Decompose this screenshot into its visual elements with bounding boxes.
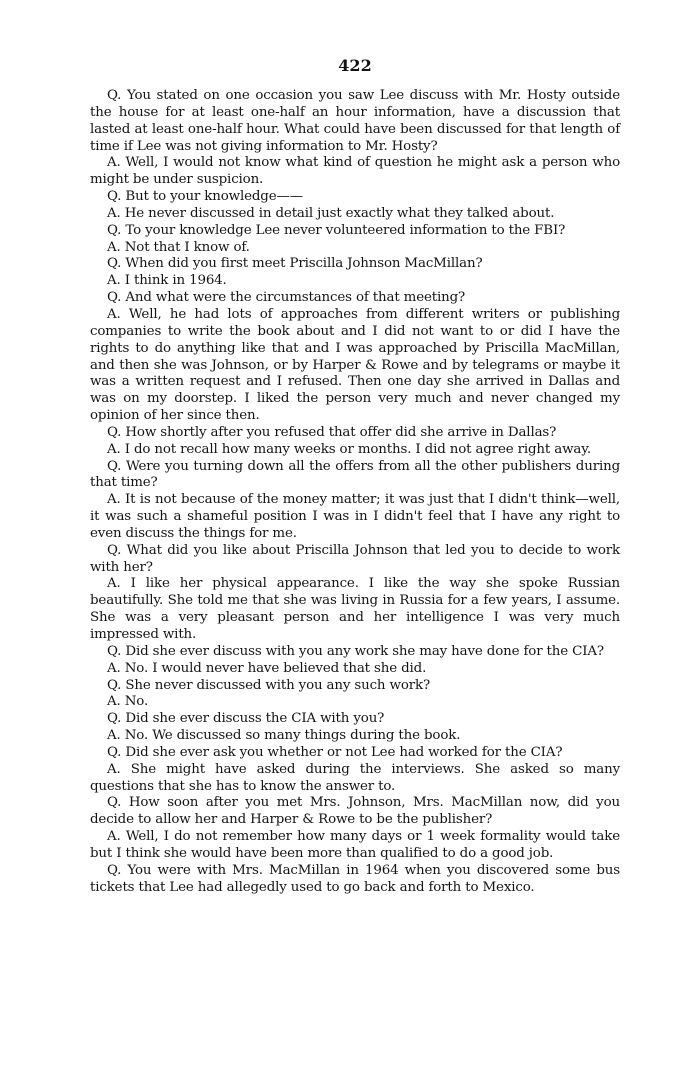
- paragraph: A. No.: [107, 694, 149, 710]
- paragraph: A. Well, I do not remember how many days or 1 week formality would take but I think she would have been more than qualified to do a good job.: [90, 829, 620, 861]
- paragraph: A. I think in 1964.: [107, 273, 227, 289]
- page-number: 422: [338, 56, 372, 75]
- paragraph: A. No. We discussed so many things during the book.: [107, 728, 461, 744]
- paragraph: A. I like her physical appearance. I like the way she spoke Russian beautifully. She told me that she was living in Russia for a few years, I assume. She was a very pleasant person and her intelligence I was very much impressed with.: [90, 576, 620, 642]
- body-text: [90, 88, 620, 897]
- paragraph: A. Well, I would not know what kind of question he might ask a person who might be under suspicion.: [90, 155, 620, 188]
- document-page: [90, 56, 620, 897]
- paragraph: A. Not that I know of.: [107, 239, 250, 255]
- paragraph: Q. What did you like about Priscilla Johnson that led you to decide to work with her?: [90, 542, 620, 575]
- paragraph: Q. How shortly after you refused that offer did she arrive in Dallas?: [107, 424, 557, 440]
- paragraph: A. Well, he had lots of approaches from different writers or publishing companies to write the book about and I did not want to or did I have the rights to do anything like that and I was approached by Priscilla MacMillan, and then she was Johnson, or by Harper & Rowe and by telegrams or maybe it was a written request and I refused. Then one day she arrived in Dallas and was on my doorstep. I liked the person very much and never changed my opinion of her since then.: [90, 306, 620, 424]
- paragraph: Q. To your knowledge Lee never volunteered information to the FBI?: [107, 222, 566, 238]
- paragraph: Q. And what were the circumstances of that meeting?: [107, 290, 466, 306]
- paragraph: A. She might have asked during the interviews. She asked so many questions that she has to know the answer to.: [90, 761, 620, 794]
- paragraph: Q. Did she ever ask you whether or not Lee had worked for the CIA?: [107, 744, 563, 760]
- paragraph: Q. Did she ever discuss with you any work she may have done for the CIA?: [107, 643, 604, 659]
- paragraph: Q. When did you first meet Priscilla Johnson MacMillan?: [107, 256, 483, 272]
- paragraph: A. He never discussed in detail just exactly what they talked about.: [107, 205, 555, 221]
- paragraph: Q. Did she ever discuss the CIA with you?: [107, 711, 385, 727]
- paragraph: A. No. I would never have believed that she did.: [107, 660, 427, 676]
- paragraph: Q. Were you turning down all the offers from all the other publishers during that time?: [90, 458, 620, 491]
- paragraph: A. I do not recall how many weeks or months. I did not agree right away.: [107, 441, 591, 457]
- paragraph: Q. You were with Mrs. MacMillan in 1964 when you discovered some bus tickets that Lee had allegedly used to go back and forth to Mexico.: [90, 862, 620, 895]
- paragraph: Q. You stated on one occasion you saw Lee discuss with Mr. Hosty outside the house for at least one-half an hour information, have a discussion that lasted at least one-half hour. What could have been discussed for that length of time if Lee was not giving information to Mr. Hosty?: [90, 88, 620, 154]
- paragraph: Q. But to your knowledge——: [107, 189, 303, 205]
- paragraph: Q. She never discussed with you any such work?: [107, 677, 430, 693]
- paragraph: Q. How soon after you met Mrs. Johnson, Mrs. MacMillan now, did you decide to allow her and Harper & Rowe to be the publisher?: [90, 795, 620, 828]
- paragraph: A. It is not because of the money matter; it was just that I didn't think—well, it was such a shameful position I was in I didn't feel that I have any right to even discuss the things for me.: [90, 492, 620, 541]
